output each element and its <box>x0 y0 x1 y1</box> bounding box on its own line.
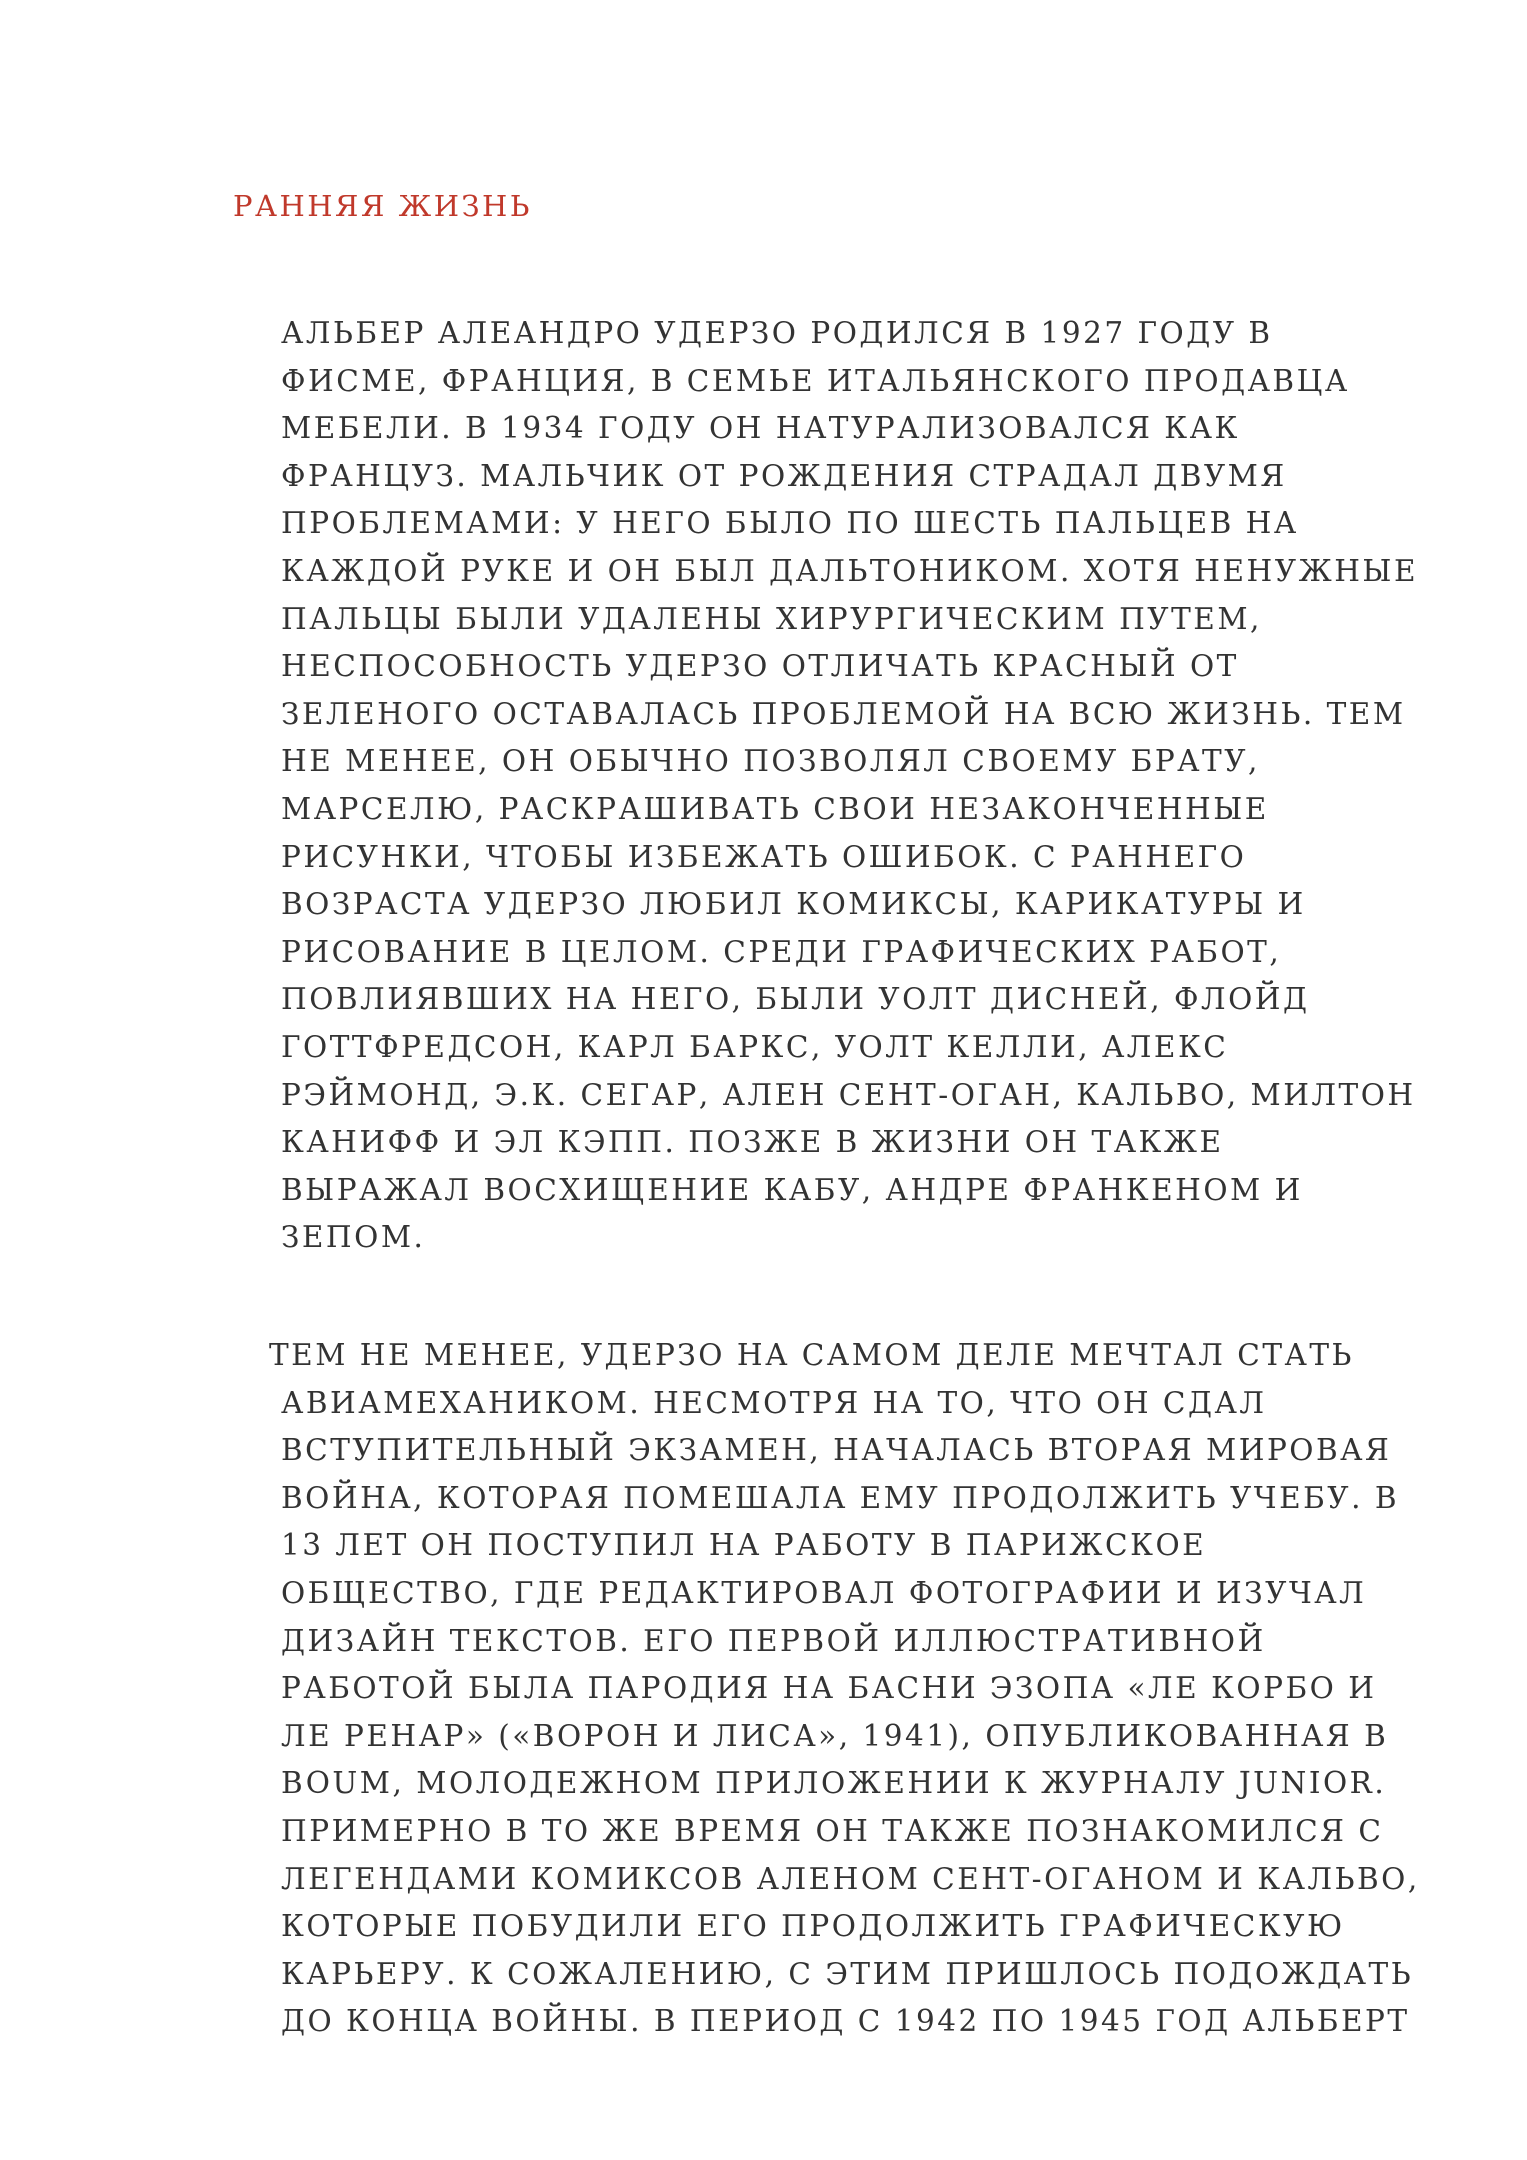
text-line: НЕСПОСОБНОСТЬ УДЕРЗО ОТЛИЧАТЬ КРАСНЫЙ ОТ <box>281 649 1239 684</box>
text-line: РИСУНКИ, ЧТОБЫ ИЗБЕЖАТЬ ОШИБОК. С РАННЕГО <box>281 839 1247 874</box>
text-line: ПОВЛИЯВШИХ НА НЕГО, БЫЛИ УОЛТ ДИСНЕЙ, ФЛОЙД <box>281 982 1310 1017</box>
paragraph-early-life <box>281 310 1418 1262</box>
text-line: ПАЛЬЦЫ БЫЛИ УДАЛЕНЫ ХИРУРГИЧЕСКИМ ПУТЕМ, <box>281 601 1262 636</box>
text-line: ВОЙНА, КОТОРАЯ ПОМЕШАЛА ЕМУ ПРОДОЛЖИТЬ УЧЕБУ. В <box>281 1480 1400 1515</box>
text-line: РАБОТОЙ БЫЛА ПАРОДИЯ НА БАСНИ ЭЗОПА «ЛЕ КОРБО И <box>281 1671 1377 1706</box>
text-line: ФИСМЕ, ФРАНЦИЯ, В СЕМЬЕ ИТАЛЬЯНСКОГО ПРОДАВЦА <box>281 363 1350 398</box>
text-line: МАРСЕЛЮ, РАСКРАШИВАТЬ СВОИ НЕЗАКОНЧЕННЫЕ <box>281 791 1269 826</box>
text-line: ПРИМЕРНО В ТО ЖЕ ВРЕМЯ ОН ТАКЖЕ ПОЗНАКОМИЛСЯ С <box>281 1813 1384 1848</box>
text-line: АЛЬБЕР АЛЕАНДРО УДЕРЗО РОДИЛСЯ В 1927 ГОДУ В <box>281 316 1273 350</box>
text-line: ФРАНЦУЗ. МАЛЬЧИК ОТ РОЖДЕНИЯ СТРАДАЛ ДВУМЯ <box>281 458 1287 493</box>
text-line: ГОТТФРЕДСОН, КАРЛ БАРКС, УОЛТ КЕЛЛИ, АЛЕКС <box>281 1029 1229 1064</box>
text-line: 13 ЛЕТ ОН ПОСТУПИЛ НА РАБОТУ В ПАРИЖСКОЕ <box>281 1528 1207 1563</box>
text-line: ОБЩЕСТВО, ГДЕ РЕДАКТИРОВАЛ ФОТОГРАФИИ И ИЗУЧАЛ <box>281 1575 1367 1610</box>
text-line: КАЖДОЙ РУКЕ И ОН БЫЛ ДАЛЬТОНИКОМ. ХОТЯ НЕНУЖНЫЕ <box>281 553 1418 588</box>
text-line: ТЕМ НЕ МЕНЕЕ, УДЕРЗО НА САМОМ ДЕЛЕ МЕЧТАЛ СТАТЬ <box>269 1338 1354 1372</box>
text-line: ВЫРАЖАЛ ВОСХИЩЕНИЕ КАБУ, АНДРЕ ФРАНКЕНОМ И <box>281 1172 1303 1207</box>
text-line: ЗЕПОМ. <box>281 1220 426 1255</box>
text-line: МЕБЕЛИ. В 1934 ГОДУ ОН НАТУРАЛИЗОВАЛСЯ КАК <box>281 411 1240 446</box>
text-line: ДО КОНЦА ВОЙНЫ. В ПЕРИОД С 1942 ПО 1945 ГОД АЛЬБЕРТ <box>281 2004 1410 2039</box>
paragraph-career-start <box>269 1332 1420 2046</box>
text-line: ВОЗРАСТА УДЕРЗО ЛЮБИЛ КОМИКСЫ, КАРИКАТУРЫ И <box>281 887 1306 922</box>
text-line: КОТОРЫЕ ПОБУДИЛИ ЕГО ПРОДОЛЖИТЬ ГРАФИЧЕСКУЮ <box>281 1909 1345 1944</box>
text-line: ЗЕЛЕНОГО ОСТАВАЛАСЬ ПРОБЛЕМОЙ НА ВСЮ ЖИЗНЬ. ТЕМ <box>281 696 1406 731</box>
text-line: РЭЙМОНД, Э.К. СЕГАР, АЛЕН СЕНТ-ОГАН, КАЛЬВО, МИЛТОН <box>281 1077 1416 1112</box>
text-line: ДИЗАЙН ТЕКСТОВ. ЕГО ПЕРВОЙ ИЛЛЮСТРАТИВНОЙ <box>281 1623 1266 1658</box>
text-line: КАНИФФ И ЭЛ КЭПП. ПОЗЖЕ В ЖИЗНИ ОН ТАКЖЕ <box>281 1125 1224 1160</box>
text-line: АВИАМЕХАНИКОМ. НЕСМОТРЯ НА ТО, ЧТО ОН СДАЛ <box>281 1385 1267 1420</box>
text-line: ЛЕ РЕНАР» («ВОРОН И ЛИСА», 1941), ОПУБЛИКОВАННАЯ В <box>281 1718 1389 1753</box>
text-line: ВСТУПИТЕЛЬНЫЙ ЭКЗАМЕН, НАЧАЛАСЬ ВТОРАЯ МИРОВАЯ <box>281 1433 1392 1468</box>
section-heading: РАННЯЯ ЖИЗНЬ <box>233 189 532 223</box>
text-line: ПРОБЛЕМАМИ: У НЕГО БЫЛО ПО ШЕСТЬ ПАЛЬЦЕВ НА <box>281 506 1299 541</box>
text-line: РИСОВАНИЕ В ЦЕЛОМ. СРЕДИ ГРАФИЧЕСКИХ РАБОТ, <box>281 934 1282 969</box>
text-line: ЛЕГЕНДАМИ КОМИКСОВ АЛЕНОМ СЕНТ-ОГАНОМ И КАЛЬВО, <box>281 1861 1420 1896</box>
text-line: НЕ МЕНЕЕ, ОН ОБЫЧНО ПОЗВОЛЯЛ СВОЕМУ БРАТУ, <box>281 744 1260 779</box>
text-line: КАРЬЕРУ. К СОЖАЛЕНИЮ, С ЭТИМ ПРИШЛОСЬ ПОДОЖДАТЬ <box>281 1956 1414 1991</box>
text-line: BOUM, МОЛОДЕЖНОМ ПРИЛОЖЕНИИ К ЖУРНАЛУ JUNIOR. <box>281 1766 1387 1801</box>
